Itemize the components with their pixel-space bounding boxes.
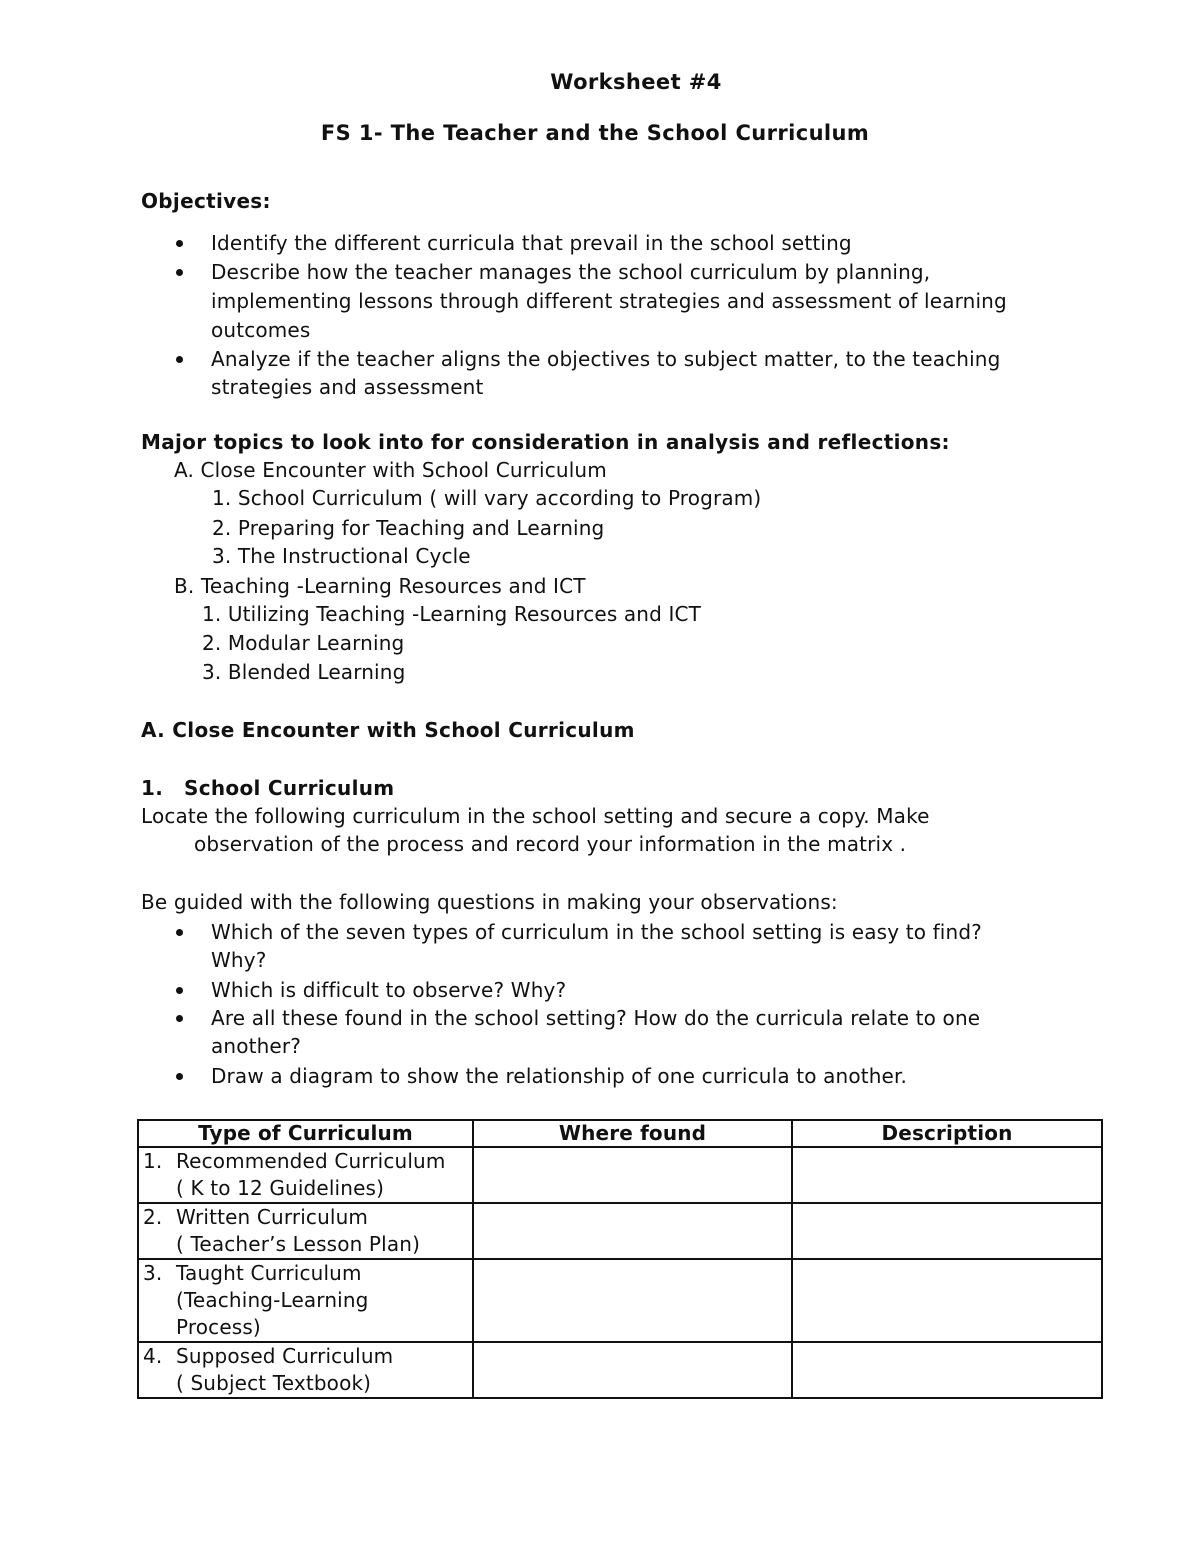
section-a-sub-number: 1. [141, 776, 164, 800]
topic-b-item: 3. Blended Learning [202, 660, 406, 684]
curriculum-matrix [137, 1119, 1103, 1399]
bullet-icon [176, 356, 183, 363]
curriculum-type-cell [138, 1147, 473, 1203]
bullet-icon [176, 240, 183, 247]
table-row [138, 1259, 1102, 1342]
curriculum-source: (Teaching-Learning [176, 1288, 369, 1312]
curriculum-source: Process) [176, 1315, 261, 1339]
row-number: 3. [143, 1261, 163, 1285]
row-number: 4. [143, 1344, 163, 1368]
objective-line: implementing lessons through different strategies and assessment of learning [211, 289, 1007, 313]
bullet-icon [176, 1073, 183, 1080]
where-found-cell[interactable] [473, 1259, 792, 1342]
objective-line: Describe how the teacher manages the school curriculum by planning, [211, 260, 931, 284]
curriculum-name: Taught Curriculum [176, 1261, 362, 1285]
description-cell[interactable] [792, 1203, 1102, 1259]
row-number: 1. [143, 1149, 163, 1173]
column-header-type: Type of Curriculum [138, 1120, 473, 1147]
curriculum-type-cell [138, 1203, 473, 1259]
question-line: Why? [211, 948, 267, 972]
curriculum-name: Written Curriculum [176, 1205, 369, 1229]
major-topics-heading: Major topics to look into for consideration in analysis and reflections: [141, 430, 950, 454]
where-found-cell[interactable] [473, 1147, 792, 1203]
objective-line: Identify the different curricula that prevail in the school setting [211, 231, 852, 255]
objective-line: strategies and assessment [211, 375, 484, 399]
topic-a-item: 3. The Instructional Cycle [212, 544, 471, 568]
bullet-icon [176, 929, 183, 936]
guide-intro: Be guided with the following questions in making your observations: [141, 890, 838, 914]
worksheet-subtitle: FS 1- The Teacher and the School Curriculum [320, 121, 870, 145]
question-line: Are all these found in the school setting? How do the curricula relate to one [211, 1006, 981, 1030]
curriculum-name: Supposed Curriculum [176, 1344, 394, 1368]
question-line: Draw a diagram to show the relationship of one curricula to another. [211, 1064, 908, 1088]
topic-b-label: B. Teaching -Learning Resources and ICT [174, 574, 586, 598]
instruction-line: Locate the following curriculum in the school setting and secure a copy. Make [141, 804, 930, 828]
objectives-heading: Objectives: [141, 189, 271, 213]
curriculum-type-cell [138, 1342, 473, 1398]
table-row [138, 1203, 1102, 1259]
topic-b-item: 1. Utilizing Teaching -Learning Resources and ICT [202, 602, 702, 626]
bullet-icon [176, 987, 183, 994]
topic-b-item: 2. Modular Learning [202, 631, 405, 655]
topic-a-label: A. Close Encounter with School Curriculum [174, 458, 607, 482]
curriculum-source: ( K to 12 Guidelines) [176, 1176, 385, 1200]
worksheet-title: Worksheet #4 [550, 70, 722, 94]
question-line: another? [211, 1034, 302, 1058]
curriculum-source: ( Teacher’s Lesson Plan) [176, 1232, 421, 1256]
topic-a-item: 2. Preparing for Teaching and Learning [212, 516, 605, 540]
where-found-cell[interactable] [473, 1203, 792, 1259]
table-row [138, 1342, 1102, 1398]
objective-line: Analyze if the teacher aligns the objectives to subject matter, to the teaching [211, 347, 1001, 371]
curriculum-source: ( Subject Textbook) [176, 1371, 372, 1395]
instruction-line: observation of the process and record your information in the matrix . [194, 832, 907, 856]
row-number: 2. [143, 1205, 163, 1229]
question-line: Which of the seven types of curriculum in the school setting is easy to find? [211, 920, 982, 944]
column-header-description: Description [792, 1120, 1102, 1147]
where-found-cell[interactable] [473, 1342, 792, 1398]
matrix-header-row [138, 1120, 1102, 1147]
curriculum-type-cell [138, 1259, 473, 1342]
table-row [138, 1147, 1102, 1203]
topic-a-item: 1. School Curriculum ( will vary according to Program) [212, 486, 762, 510]
bullet-icon [176, 1015, 183, 1022]
column-header-where: Where found [473, 1120, 792, 1147]
description-cell[interactable] [792, 1147, 1102, 1203]
description-cell[interactable] [792, 1342, 1102, 1398]
curriculum-name: Recommended Curriculum [176, 1149, 446, 1173]
objective-line: outcomes [211, 318, 311, 342]
section-a-sub-heading: School Curriculum [184, 776, 395, 800]
question-line: Which is difficult to observe? Why? [211, 978, 567, 1002]
section-a-heading: A. Close Encounter with School Curriculum [141, 718, 635, 742]
bullet-icon [176, 269, 183, 276]
description-cell[interactable] [792, 1259, 1102, 1342]
